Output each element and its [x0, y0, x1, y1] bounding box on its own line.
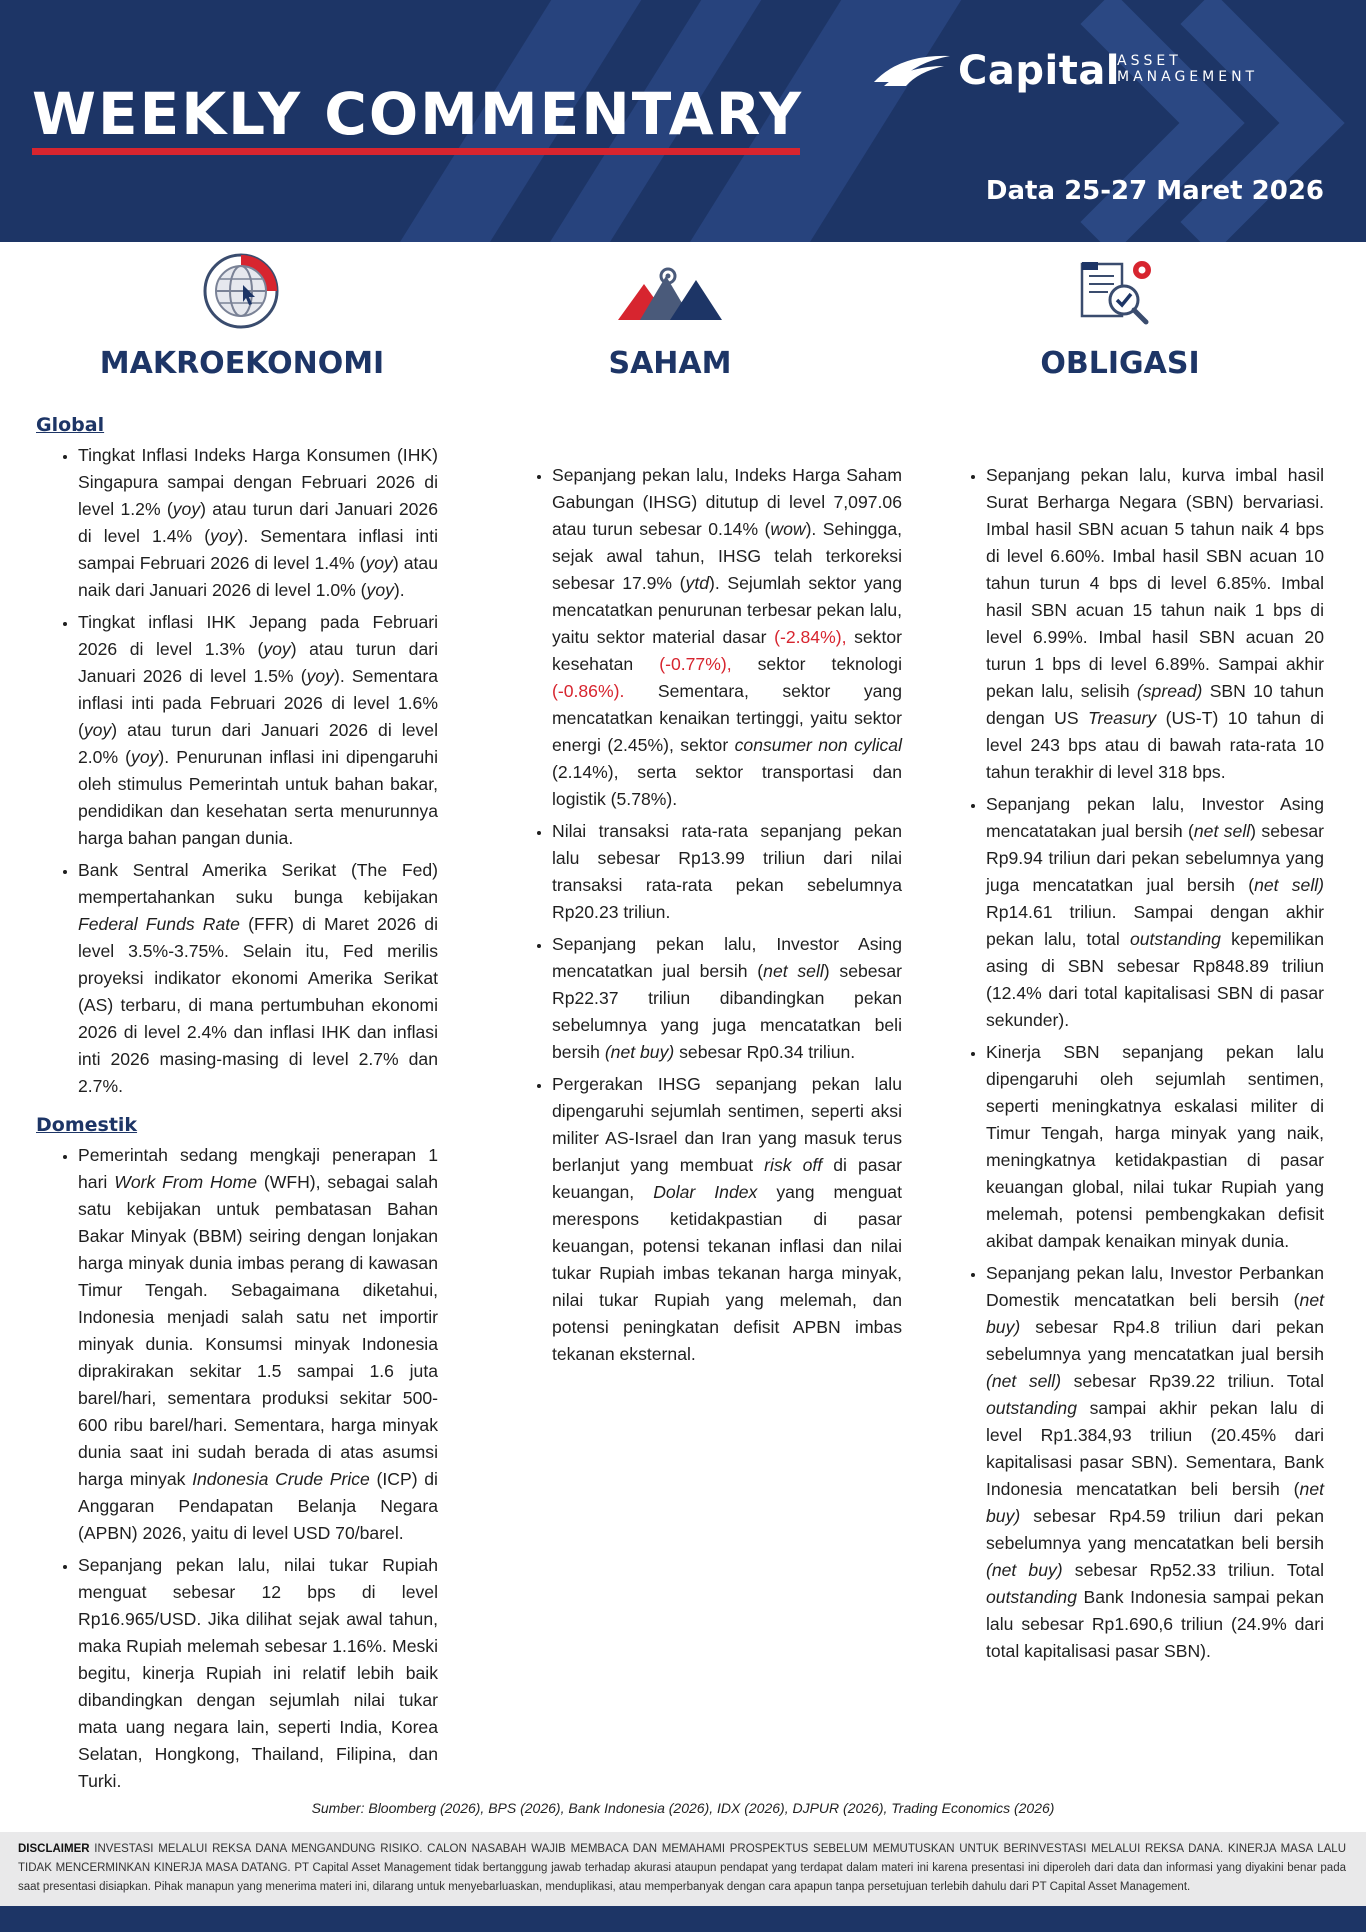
bullet-item: [986, 1039, 1324, 1255]
bullet-item: [986, 791, 1324, 1034]
mountain-chart-icon: [618, 262, 722, 322]
italic-term: yoy: [83, 720, 112, 740]
bullet-item: [552, 818, 902, 926]
negative-value: (-0.86%).: [552, 681, 625, 701]
obligasi-column: [944, 462, 1324, 1670]
bullet-text: Kinerja SBN sepanjang pekan lalu dipengaruhi oleh sejumlah sentimen, seperti meningkatnya eskalasi militer di Timur Tengah, harga minyak yang naik, meningkatnya ketidakpastian di pasar keuangan global, nilai tukar Rupiah yang melemah, potensi pembengkakan defisit akibat dampak kenaikan minyak dunia.: [986, 1042, 1324, 1251]
italic-term: Treasury: [1088, 708, 1157, 728]
disclaimer-label: DISCLAIMER: [18, 1843, 90, 1855]
bullet-text: SBN 10 tahun dengan US: [986, 681, 1324, 728]
italic-term: yoy: [210, 526, 238, 546]
title-underline: [32, 148, 800, 155]
italic-term: net sell: [763, 961, 824, 981]
bullet-text: Tingkat inflasi IHK Jepang pada Februari 2026 di level 1.3% (: [78, 612, 438, 659]
document-analysis-icon: [1078, 256, 1160, 332]
bullet-item: [78, 1552, 438, 1795]
italic-term: Indonesia Crude Price: [192, 1469, 370, 1489]
bullet-text: (FFR) di Maret 2026 di level 3.5%-3.75%. Selain itu, Fed merilis proyeksi indikator ekonomi Amerika Serikat (AS) terbaru, di mana pertumbuhan ekonomi 2026 di level 2.4% dan inflasi IHK dan inflasi inti 2026 masing-masing di level 2.7% dan 2.7%.: [78, 914, 438, 1096]
bullet-text: sebesar Rp4.59 triliun dari pekan sebelumnya yang mencatatkan beli bersih: [986, 1506, 1324, 1553]
italic-term: yoy: [172, 499, 201, 519]
bullet-text: ). Sejumlah sektor yang mencatatkan penurunan terbesar pekan lalu, yaitu sektor material dasar: [552, 573, 902, 647]
bullet-text: Sepanjang pekan lalu, Investor Perbankan Domestik mencatatkan beli bersih (: [986, 1263, 1324, 1310]
bullet-text: sektor kesehatan: [552, 627, 902, 674]
italic-term: net buy): [986, 1479, 1324, 1526]
bullet-text: ) atau turun dari Januari 2026 di level 1.5% (: [78, 639, 438, 686]
bullet-text: (ICP) di Anggaran Pendapatan Belanja Negara (APBN) 2026, yaitu di level USD 70/barel.: [78, 1469, 438, 1543]
bullet-text: (WFH), sebagai salah satu kebijakan untuk pembatasan Bahan Bakar Minyak (BBM) seiring dengan lonjakan harga minyak dunia imbas perang di kawasan Timur Tengah. Sebagaimana diketahui, Indonesia menjadi salah satu net importir minyak dunia. Konsumsi minyak Indonesia diprakirakan sekitar 1.5 sampai 1.6 juta barel/hari, sementara produksi sekitar 500-600 ribu barel/hari. Sementara, harga minyak dunia saat ini sudah berada di atas asumsi harga minyak: [78, 1172, 438, 1489]
bullet-text: Bank Indonesia sampai pekan lalu sebesar Rp1.690,6 triliun (24.9% dari total kapitalisasi pasar SBN).: [986, 1587, 1324, 1661]
italic-term: net sell): [1254, 875, 1325, 895]
italic-term: Work From Home: [114, 1172, 257, 1192]
report-date: Data 25-27 Maret 2026: [985, 176, 1324, 206]
bullet-text: ) atau turun dari Januari 2026 di level 2.0% (: [78, 720, 438, 767]
section-heading-saham: SAHAM: [608, 346, 732, 381]
bullet-item: [78, 442, 438, 604]
brand-subtitle: ASSET MANAGEMENT: [1117, 53, 1259, 85]
bullet-text: sebesar Rp52.33 triliun. Total: [1062, 1560, 1324, 1580]
bullet-item: [78, 857, 438, 1100]
section-heading-obligasi: OBLIGASI: [1040, 346, 1200, 381]
bullet-item: [552, 462, 902, 813]
bullet-text: ). Sehingga, sejak awal tahun, IHSG telah terkoreksi sebesar 17.9% (: [552, 519, 902, 593]
bullet-text: sebesar Rp4.8 triliun dari pekan sebelumnya yang mencatatkan jual bersih: [986, 1317, 1324, 1364]
bullet-text: Nilai transaksi rata-rata sepanjang pekan lalu sebesar Rp13.99 triliun dari nilai transaksi rata-rata pekan sebelumnya Rp20.23 triliun.: [552, 821, 902, 922]
section-heading-makroekonomi: MAKROEKONOMI: [99, 346, 385, 381]
globe-icon: [202, 252, 280, 330]
page-title: WEEKLY COMMENTARY: [32, 80, 804, 148]
bullet-text: Sepanjang pekan lalu, kurva imbal hasil Surat Berharga Negara (SBN) bervariasi. Imbal hasil SBN acuan 5 tahun naik 4 bps di level 6.60%. Imbal hasil SBN acuan 10 tahun turun 4 bps di level 6.85%. Imbal hasil SBN acuan 15 tahun naik 1 bps di level 6.99%. Imbal hasil SBN acuan 20 turun 1 bps di level 6.89%. Sampai akhir pekan lalu, selisih: [986, 465, 1324, 701]
italic-term: (net buy): [986, 1560, 1063, 1580]
italic-term: net sell: [1193, 821, 1251, 841]
italic-term: yoy: [263, 639, 291, 659]
negative-value: (-0.77%),: [659, 654, 732, 674]
italic-term: (spread): [1136, 681, 1203, 701]
bullet-text: sebesar Rp39.22 triliun. Total: [1061, 1371, 1324, 1391]
bullet-text: Sepanjang pekan lalu, Investor Asing mencatatakan jual bersih (: [986, 794, 1324, 841]
italic-term: yoy: [366, 580, 394, 600]
bullet-text: Sepanjang pekan lalu, Indeks Harga Saham Gabungan (IHSG) ditutup di level 7,097.06 atau turun sebesar 0.14% (: [552, 465, 902, 539]
saham-bullet-list: [510, 462, 902, 1368]
bullet-item: [552, 931, 902, 1066]
italic-term: yoy: [131, 747, 159, 767]
bullet-text: sektor teknologi: [731, 654, 902, 674]
bullet-text: kepemilikan asing di SBN sebesar Rp848.89 triliun (12.4% dari total kapitalisasi SBN di pasar sekunder).: [986, 929, 1324, 1030]
negative-value: (-2.84%),: [774, 627, 847, 647]
italic-term: outstanding: [1129, 929, 1221, 949]
source-note: Sumber: Bloomberg (2026), BPS (2026), Bank Indonesia (2026), IDX (2026), DJPUR (2026), Trading Economics (2026): [311, 1800, 1055, 1816]
saham-column: [510, 462, 902, 1373]
bullet-text: sampai akhir pekan lalu di level Rp1.384,93 triliun (20.45% dari kapitalisasi pasar SBN). Sementara, Bank Indonesia mencatatkan beli bersih (: [986, 1398, 1324, 1499]
bullet-text: Pergerakan IHSG sepanjang pekan lalu dipengaruhi sejumlah sentimen, seperti aksi militer AS-Israel dan Iran yang masuk terus berlanjut yang membuat: [552, 1074, 902, 1175]
italic-term: net buy): [986, 1290, 1324, 1337]
bullet-text: ) sebesar Rp9.94 triliun dari pekan sebelumnya yang juga mencatatkan jual bersih (: [986, 821, 1325, 895]
bullet-text: ). Penurunan inflasi ini dipengaruhi oleh stimulus Pemerintah untuk bahan bakar, pendidikan dan kesehatan serta menurunnya harga bahan pangan dunia.: [78, 747, 438, 848]
italic-term: Dolar Index: [653, 1182, 758, 1202]
bullet-text: Rp14.61 triliun. Sampai dengan akhir pekan lalu, total: [986, 902, 1324, 949]
global-bullet-list: [36, 442, 438, 1100]
italic-term: outstanding: [986, 1398, 1077, 1418]
bullet-text: Sementara, sektor yang mencatatkan kenaikan tertinggi, yaitu sektor energi (2.45%), sektor: [552, 681, 902, 755]
makro-column: [36, 412, 438, 1800]
brand-name: Capital: [958, 48, 1121, 94]
bullet-text: ) atau turun dari Januari 2026 di level 1.4% (: [78, 499, 439, 546]
disclaimer-text: INVESTASI MELALUI REKSA DANA MENGANDUNG RISIKO. CALON NASABAH WAJIB MEMBACA DAN MEMAHAMI PROSPEKTUS SEBELUM MEMUTUSKAN UNTUK BERINVESTASI MELALUI REKSA DANA. KINERJA MASA LALU TIDAK MENCERMINKAN KINERJA MASA DATANG. PT Capital Asset Management tidak bertanggung jawab terhadap akurasi ataupun pendapat yang terdapat dalam materi ini karena presentasi ini diperoleh dari data dan informasi yang diyakini benar pada saat presentasi disiapkan. Pihak manapun yang menerima materi ini, dilarang untuk menyebarluaskan, menduplikasi, atau memperbanyak dengan cara apapun tanpa persetujuan terlebih dahulu dari PT Capital Asset Management.: [18, 1843, 1347, 1893]
bullet-item: [78, 609, 438, 852]
bullet-text: di pasar keuangan,: [552, 1155, 903, 1202]
bullet-text: Pemerintah sedang mengkaji penerapan 1 hari: [78, 1145, 438, 1192]
italic-term: Federal Funds Rate: [78, 914, 240, 934]
bullet-text: (2.14%), serta sektor transportasi dan logistik (5.78%).: [552, 762, 902, 809]
italic-term: outstanding: [986, 1587, 1077, 1607]
italic-term: ytd: [685, 573, 710, 593]
italic-term: consumer non cylical: [734, 735, 902, 755]
domestik-bullet-list: [36, 1142, 438, 1795]
italic-term: yoy: [306, 666, 334, 686]
bullet-text: Bank Sentral Amerika Serikat (The Fed) mempertahankan suku bunga kebijakan: [78, 860, 438, 907]
italic-term: risk off: [764, 1155, 823, 1175]
obligasi-bullet-list: [944, 462, 1324, 1665]
bullet-text: Sepanjang pekan lalu, nilai tukar Rupiah menguat sebesar 12 bps di level Rp16.965/USD. Jika dilihat sejak awal tahun, maka Rupiah melemah sebesar 1.16%. Meski begitu, kinerja Rupiah ini relatif lebih baik dibandingkan dengan sejumlah nilai tukar mata uang negara lain, seperti India, Korea Selatan, Hongkong, Thailand, Filipina, dan Turki.: [78, 1555, 438, 1791]
bullet-text: ). Sementara inflasi inti sampai Februari 2026 di level 1.4% (: [78, 526, 438, 573]
bullet-text: sebesar Rp0.34 triliun.: [674, 1042, 856, 1062]
italic-term: (net buy): [604, 1042, 675, 1062]
bullet-text: ).: [393, 580, 405, 600]
bullet-text: ) sebesar Rp22.37 triliun dibandingkan pekan sebelumnya yang juga mencatatkan beli bersih: [552, 961, 903, 1062]
bullet-text: ). Sementara inflasi inti pada Februari 2026 di level 1.6% (: [78, 666, 438, 740]
bullet-text: yang menguat merespons ketidakpastian di pasar keuangan, potensi tekanan inflasi dan nilai tukar Rupiah imbas tekanan harga minyak, nilai tukar Rupiah yang melemah, dan potensi peningkatan defisit APBN imbas tekanan eksternal.: [552, 1182, 902, 1364]
disclaimer-box: [0, 1832, 1366, 1906]
bullet-item: [78, 1142, 438, 1547]
subheading-domestik: Domestik: [36, 1114, 138, 1136]
bullet-text: (US-T) 10 tahun di level 243 bps atau di bawah rata-rata 10 tahun terakhir di level 318 bps.: [986, 708, 1324, 782]
wing-logo-icon: [870, 52, 952, 88]
bottom-bar: [0, 1906, 1366, 1932]
bullet-item: [986, 1260, 1324, 1665]
bullet-text: ) atau naik dari Januari 2026 di level 1.0% (: [78, 553, 438, 600]
bullet-item: [986, 462, 1324, 786]
bullet-item: [552, 1071, 902, 1368]
italic-term: wow: [770, 519, 806, 539]
bullet-text: Tingkat Inflasi Indeks Harga Konsumen (IHK) Singapura sampai dengan Februari 2026 di level 1.2% (: [78, 445, 438, 519]
header-banner: [0, 0, 1366, 242]
italic-term: (net sell): [986, 1371, 1062, 1391]
italic-term: yoy: [365, 553, 393, 573]
subheading-global: Global: [36, 414, 105, 436]
bullet-text: Sepanjang pekan lalu, Investor Asing mencatatkan jual bersih (: [552, 934, 902, 981]
